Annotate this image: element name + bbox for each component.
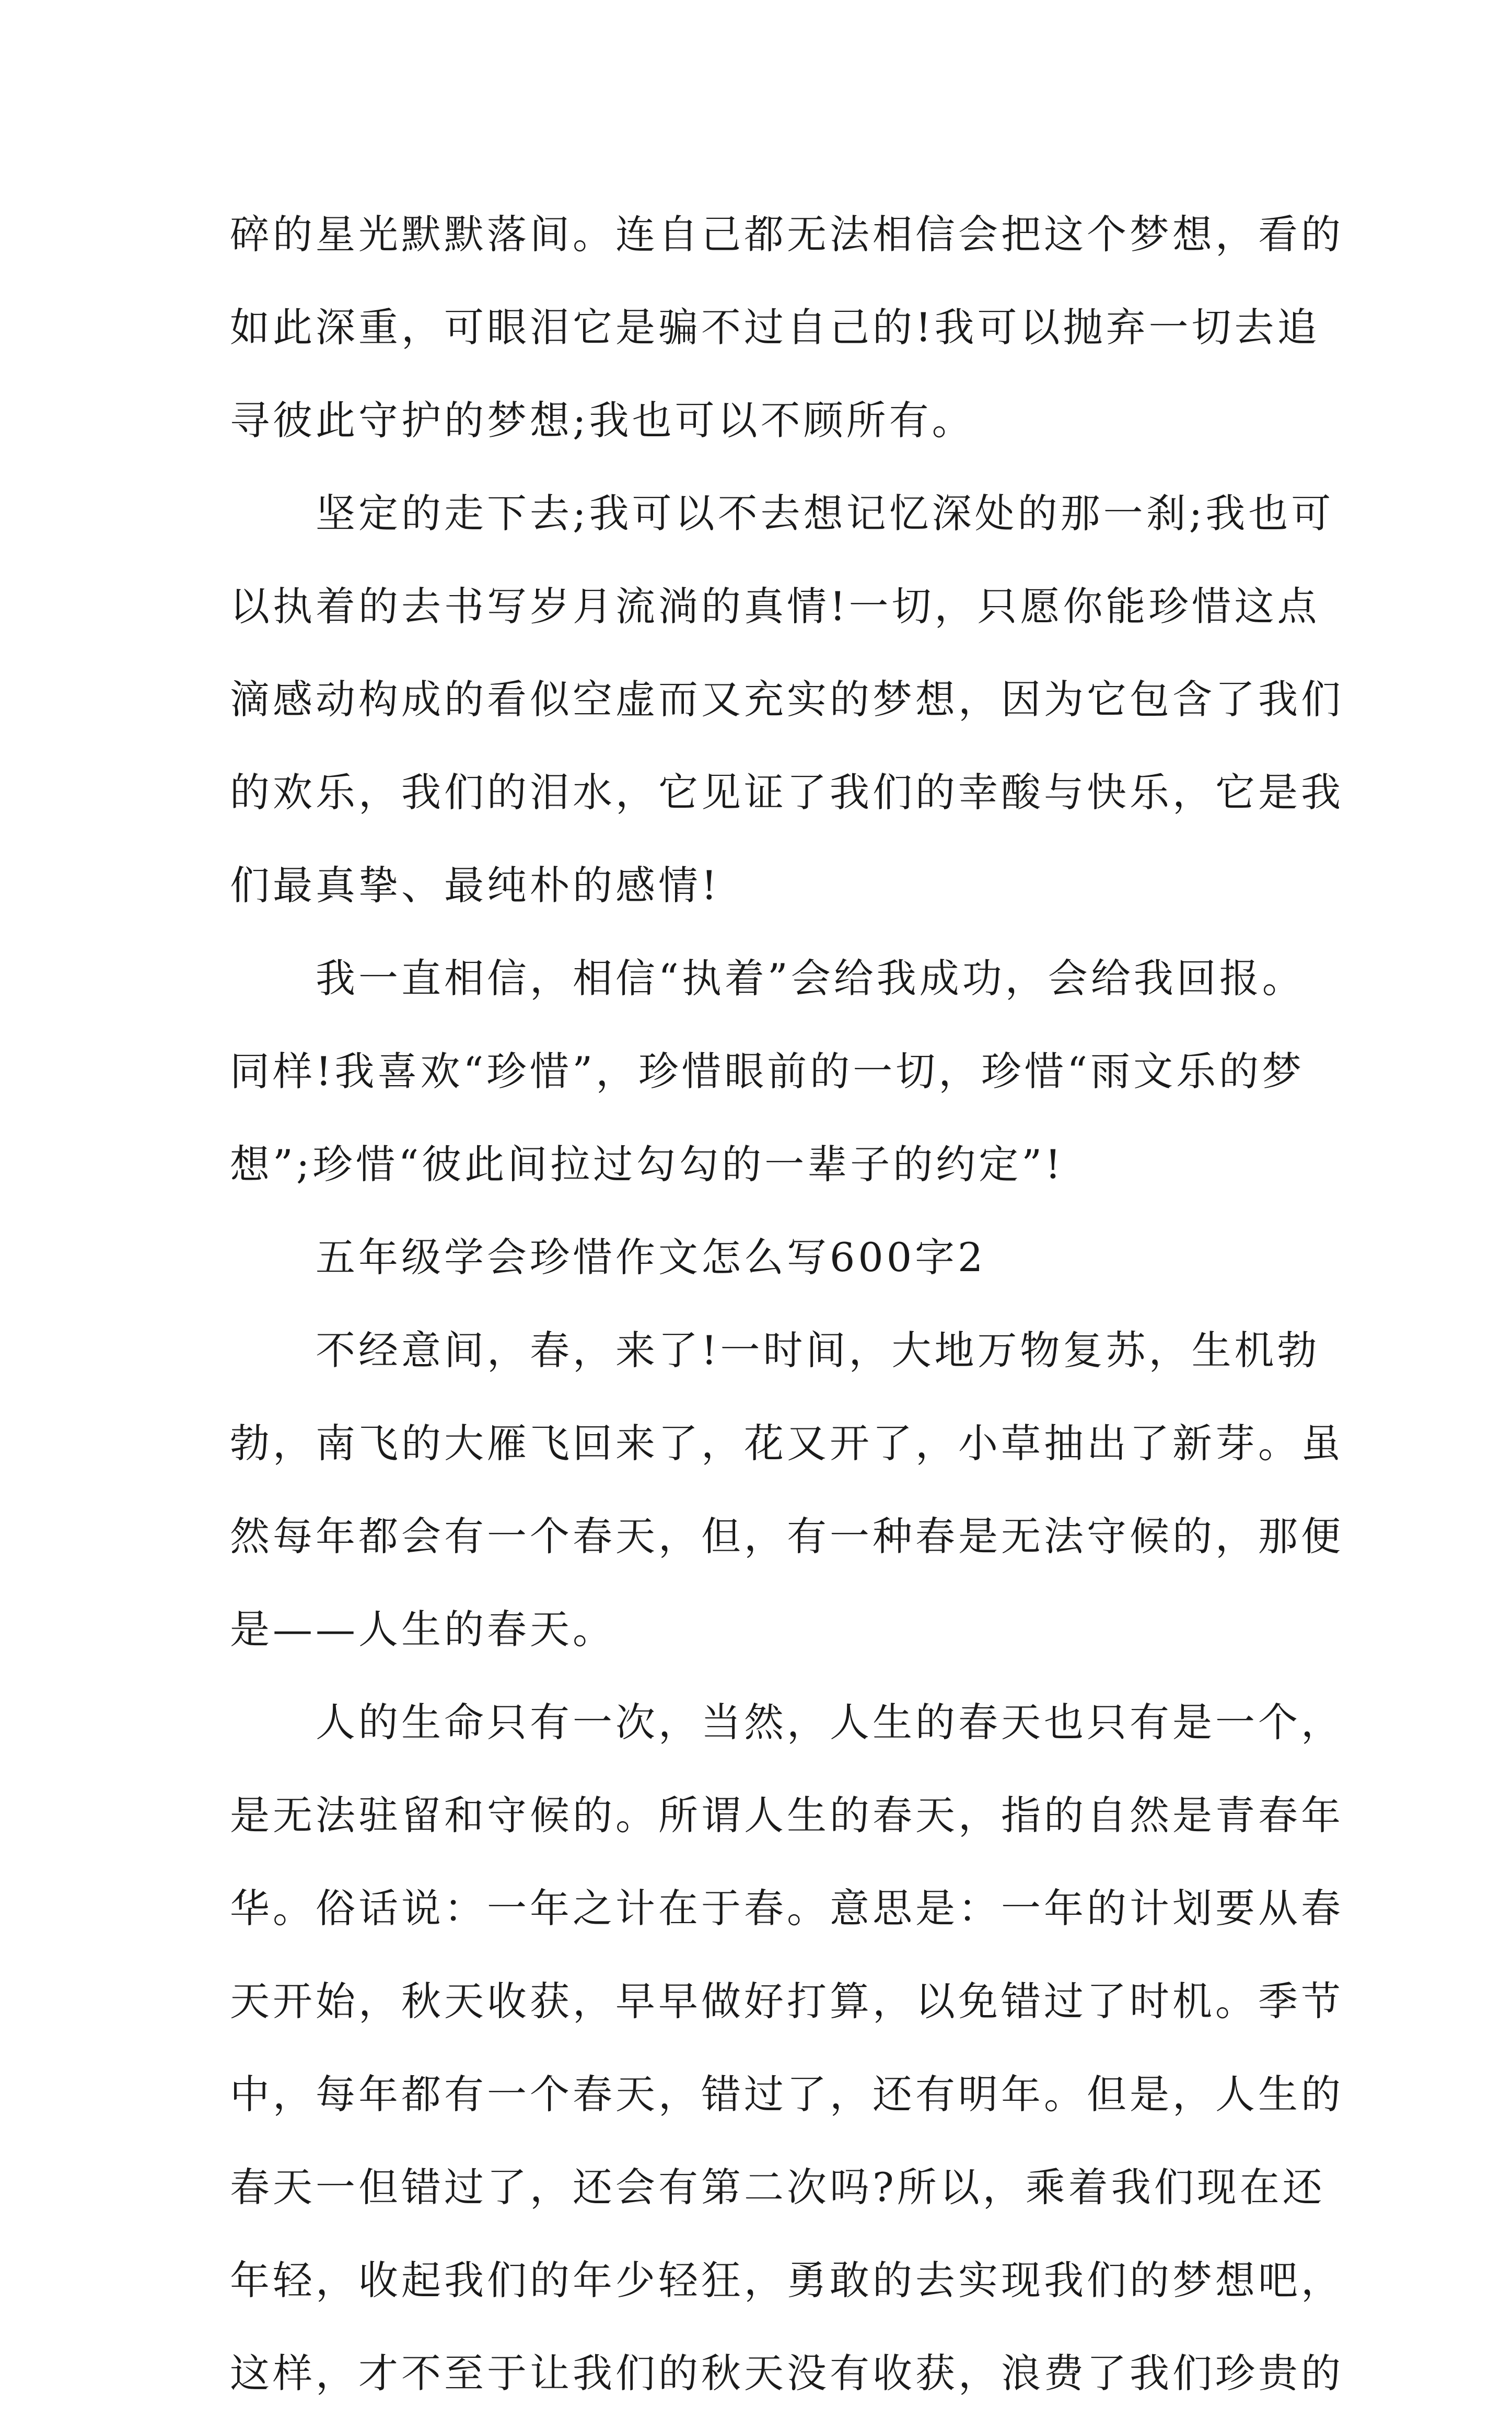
text-line: 寻彼此守护的梦想;我也可以不顾所有。	[230, 397, 975, 444]
text-line: 是无法驻留和守候的。所谓人生的春天，指的自然是青春年	[230, 1792, 1344, 1839]
text-line: 这样，才不至于让我们的秋天没有收获，浪费了我们珍贵的	[230, 2350, 1344, 2396]
text-line: 如此深重，可眼泪它是骗不过自己的!我可以抛弃一切去追	[230, 304, 1320, 351]
document-body	[230, 188, 1344, 2420]
text-line: 的欢乐，我们的泪水，它见证了我们的幸酸与快乐，它是我	[230, 769, 1344, 816]
text-line: 以执着的去书写岁月流淌的真情!一切，只愿你能珍惜这点	[230, 583, 1320, 630]
text-line: 中，每年都有一个春天，错过了，还有明年。但是，人生的	[230, 2071, 1344, 2118]
text-line: 同样!我喜欢“珍惜”，珍惜眼前的一切，珍惜“雨文乐的梦	[230, 1048, 1305, 1095]
text-line: 然每年都会有一个春天，但，有一种春是无法守候的，那便	[230, 1513, 1344, 1560]
text-line: 想”;珍惜“彼此间拉过勾勾的一辈子的约定”!	[230, 1141, 1064, 1188]
text-line: 滴感动构成的看似空虚而又充实的梦想，因为它包含了我们	[230, 676, 1344, 723]
text-line: 年轻，收起我们的年少轻狂，勇敢的去实现我们的梦想吧，	[230, 2257, 1344, 2303]
text-line: 春天一但错过了，还会有第二次吗?所以，乘着我们现在还	[230, 2164, 1325, 2210]
text-line: 华。俗话说：一年之计在于春。意思是：一年的计划要从春	[230, 1885, 1344, 1932]
paragraph-start-line: 坚定的走下去;我可以不去想记忆深处的那一刹;我也可	[316, 490, 1334, 537]
text-line: 们最真挚、最纯朴的感情!	[230, 862, 720, 909]
paragraph-start-line: 我一直相信，相信“执着”会给我成功，会给我回报。	[316, 955, 1305, 1002]
paragraph-start-line: 人的生命只有一次，当然，人生的春天也只有是一个，	[316, 1699, 1344, 1746]
text-line: 天开始，秋天收获，早早做好打算，以免错过了时机。季节	[230, 1978, 1344, 2025]
text-line: 是——人生的春天。	[230, 1606, 615, 1653]
text-line: 勃，南飞的大雁飞回来了，花又开了，小草抽出了新芽。虽	[230, 1420, 1344, 1467]
text-line: 碎的星光默默落间。连自己都无法相信会把这个梦想，看的	[230, 211, 1344, 258]
paragraph-start-line: 不经意间，春，来了!一时间，大地万物复苏，生机勃	[316, 1327, 1320, 1374]
section-heading: 五年级学会珍惜作文怎么写600字2	[316, 1234, 986, 1281]
